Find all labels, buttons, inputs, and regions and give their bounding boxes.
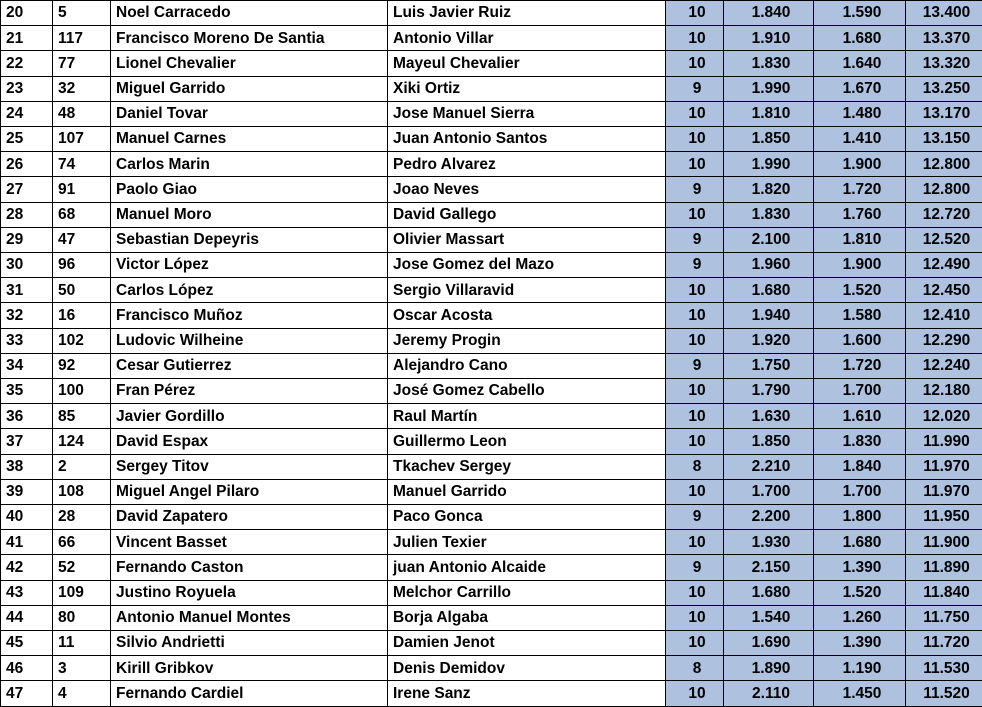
- cell-position: 21: [1, 26, 53, 51]
- cell-laps: 9: [666, 76, 724, 101]
- cell-total: 11.990: [906, 429, 982, 454]
- cell-position: 28: [1, 202, 53, 227]
- cell-laps: 9: [666, 353, 724, 378]
- cell-time2: 1.640: [814, 51, 906, 76]
- cell-time2: 1.800: [814, 505, 906, 530]
- cell-total: 12.450: [906, 278, 982, 303]
- cell-time1: 1.920: [724, 328, 814, 353]
- cell-position: 30: [1, 253, 53, 278]
- cell-time2: 1.720: [814, 353, 906, 378]
- cell-time1: 1.960: [724, 253, 814, 278]
- cell-laps: 10: [666, 1, 724, 26]
- cell-pilot: Fernando Caston: [111, 555, 388, 580]
- cell-position: 29: [1, 227, 53, 252]
- cell-pilot: Carlos López: [111, 278, 388, 303]
- cell-time1: 1.820: [724, 177, 814, 202]
- cell-navigator: Xiki Ortiz: [388, 76, 666, 101]
- cell-pilot: Fernando Cardiel: [111, 681, 388, 707]
- cell-time1: 1.850: [724, 429, 814, 454]
- cell-position: 24: [1, 101, 53, 126]
- cell-navigator: Jose Manuel Sierra: [388, 101, 666, 126]
- cell-number: 16: [53, 303, 111, 328]
- cell-total: 12.800: [906, 152, 982, 177]
- cell-navigator: Julien Texier: [388, 530, 666, 555]
- cell-time1: 1.680: [724, 580, 814, 605]
- cell-total: 13.250: [906, 76, 982, 101]
- cell-pilot: David Espax: [111, 429, 388, 454]
- cell-number: 85: [53, 404, 111, 429]
- table-row: [1, 580, 982, 605]
- cell-total: 13.170: [906, 101, 982, 126]
- cell-total: 11.950: [906, 505, 982, 530]
- cell-navigator: Alejandro Cano: [388, 353, 666, 378]
- cell-position: 36: [1, 404, 53, 429]
- cell-navigator: Sergio Villaravid: [388, 278, 666, 303]
- cell-time2: 1.580: [814, 303, 906, 328]
- table-row: [1, 26, 982, 51]
- cell-time2: 1.520: [814, 278, 906, 303]
- cell-number: 77: [53, 51, 111, 76]
- cell-number: 50: [53, 278, 111, 303]
- cell-pilot: Miguel Garrido: [111, 76, 388, 101]
- cell-number: 109: [53, 580, 111, 605]
- cell-total: 12.720: [906, 202, 982, 227]
- cell-number: 68: [53, 202, 111, 227]
- cell-position: 47: [1, 681, 53, 707]
- cell-navigator: Pedro Alvarez: [388, 152, 666, 177]
- cell-time2: 1.410: [814, 127, 906, 152]
- cell-time1: 1.940: [724, 303, 814, 328]
- cell-laps: 10: [666, 202, 724, 227]
- cell-time2: 1.450: [814, 681, 906, 707]
- cell-time2: 1.810: [814, 227, 906, 252]
- cell-time1: 1.990: [724, 152, 814, 177]
- cell-laps: 10: [666, 26, 724, 51]
- cell-laps: 10: [666, 379, 724, 404]
- cell-navigator: Jeremy Progin: [388, 328, 666, 353]
- table-row: [1, 152, 982, 177]
- cell-number: 74: [53, 152, 111, 177]
- cell-navigator: Raul Martín: [388, 404, 666, 429]
- cell-time2: 1.610: [814, 404, 906, 429]
- cell-laps: 10: [666, 681, 724, 707]
- cell-total: 11.890: [906, 555, 982, 580]
- cell-navigator: Olivier Massart: [388, 227, 666, 252]
- cell-time1: 1.810: [724, 101, 814, 126]
- cell-time1: 1.840: [724, 1, 814, 26]
- cell-pilot: Sebastian Depeyris: [111, 227, 388, 252]
- cell-number: 5: [53, 1, 111, 26]
- cell-navigator: juan Antonio Alcaide: [388, 555, 666, 580]
- cell-position: 33: [1, 328, 53, 353]
- cell-position: 45: [1, 631, 53, 656]
- cell-time2: 1.840: [814, 454, 906, 479]
- cell-position: 32: [1, 303, 53, 328]
- table-row: [1, 51, 982, 76]
- cell-total: 13.320: [906, 51, 982, 76]
- cell-navigator: Melchor Carrillo: [388, 580, 666, 605]
- cell-pilot: Noel Carracedo: [111, 1, 388, 26]
- cell-total: 12.180: [906, 379, 982, 404]
- cell-time1: 1.540: [724, 605, 814, 630]
- cell-time2: 1.720: [814, 177, 906, 202]
- cell-total: 11.840: [906, 580, 982, 605]
- cell-laps: 9: [666, 227, 724, 252]
- cell-time2: 1.260: [814, 605, 906, 630]
- cell-time2: 1.670: [814, 76, 906, 101]
- table-row: [1, 454, 982, 479]
- cell-total: 12.020: [906, 404, 982, 429]
- cell-time1: 1.830: [724, 51, 814, 76]
- cell-pilot: Sergey Titov: [111, 454, 388, 479]
- cell-number: 108: [53, 479, 111, 504]
- cell-pilot: Lionel Chevalier: [111, 51, 388, 76]
- cell-time1: 2.210: [724, 454, 814, 479]
- cell-position: 25: [1, 127, 53, 152]
- cell-laps: 10: [666, 404, 724, 429]
- cell-position: 26: [1, 152, 53, 177]
- cell-laps: 8: [666, 656, 724, 681]
- cell-time2: 1.390: [814, 555, 906, 580]
- cell-laps: 10: [666, 631, 724, 656]
- cell-laps: 10: [666, 101, 724, 126]
- cell-time1: 1.850: [724, 127, 814, 152]
- cell-number: 96: [53, 253, 111, 278]
- cell-pilot: Fran Pérez: [111, 379, 388, 404]
- cell-position: 22: [1, 51, 53, 76]
- cell-total: 13.150: [906, 127, 982, 152]
- table-row: [1, 404, 982, 429]
- cell-number: 124: [53, 429, 111, 454]
- cell-position: 40: [1, 505, 53, 530]
- cell-pilot: Victor López: [111, 253, 388, 278]
- cell-laps: 10: [666, 530, 724, 555]
- cell-navigator: Borja Algaba: [388, 605, 666, 630]
- cell-total: 12.410: [906, 303, 982, 328]
- cell-pilot: Manuel Carnes: [111, 127, 388, 152]
- cell-total: 11.750: [906, 605, 982, 630]
- cell-laps: 8: [666, 454, 724, 479]
- cell-navigator: Paco Gonca: [388, 505, 666, 530]
- cell-time1: 1.790: [724, 379, 814, 404]
- results-table-body: [1, 1, 982, 707]
- cell-number: 2: [53, 454, 111, 479]
- cell-laps: 10: [666, 51, 724, 76]
- cell-pilot: Daniel Tovar: [111, 101, 388, 126]
- table-row: [1, 177, 982, 202]
- cell-time1: 1.690: [724, 631, 814, 656]
- cell-pilot: Justino Royuela: [111, 580, 388, 605]
- cell-number: 117: [53, 26, 111, 51]
- cell-laps: 10: [666, 429, 724, 454]
- cell-pilot: Francisco Moreno De Santia: [111, 26, 388, 51]
- table-row: [1, 1, 982, 26]
- cell-navigator: Antonio Villar: [388, 26, 666, 51]
- cell-time1: 2.200: [724, 505, 814, 530]
- table-row: [1, 379, 982, 404]
- cell-number: 107: [53, 127, 111, 152]
- table-row: [1, 631, 982, 656]
- cell-time2: 1.700: [814, 479, 906, 504]
- cell-time1: 1.700: [724, 479, 814, 504]
- cell-number: 4: [53, 681, 111, 707]
- table-row: [1, 505, 982, 530]
- cell-position: 39: [1, 479, 53, 504]
- cell-laps: 9: [666, 177, 724, 202]
- cell-pilot: David Zapatero: [111, 505, 388, 530]
- cell-time2: 1.900: [814, 152, 906, 177]
- cell-time2: 1.680: [814, 530, 906, 555]
- cell-pilot: Javier Gordillo: [111, 404, 388, 429]
- cell-pilot: Cesar Gutierrez: [111, 353, 388, 378]
- cell-time1: 1.680: [724, 278, 814, 303]
- cell-number: 91: [53, 177, 111, 202]
- table-row: [1, 555, 982, 580]
- table-row: [1, 353, 982, 378]
- table-row: [1, 202, 982, 227]
- cell-time1: 2.100: [724, 227, 814, 252]
- cell-navigator: David Gallego: [388, 202, 666, 227]
- cell-total: 11.530: [906, 656, 982, 681]
- cell-time1: 1.910: [724, 26, 814, 51]
- cell-pilot: Carlos Marin: [111, 152, 388, 177]
- cell-time2: 1.600: [814, 328, 906, 353]
- table-row: [1, 530, 982, 555]
- cell-pilot: Silvio Andrietti: [111, 631, 388, 656]
- cell-pilot: Kirill Gribkov: [111, 656, 388, 681]
- cell-laps: 10: [666, 328, 724, 353]
- cell-laps: 9: [666, 555, 724, 580]
- cell-position: 46: [1, 656, 53, 681]
- table-row: [1, 76, 982, 101]
- cell-navigator: Guillermo Leon: [388, 429, 666, 454]
- cell-time1: 1.990: [724, 76, 814, 101]
- cell-position: 44: [1, 605, 53, 630]
- cell-laps: 10: [666, 152, 724, 177]
- cell-position: 31: [1, 278, 53, 303]
- cell-number: 52: [53, 555, 111, 580]
- cell-time1: 2.150: [724, 555, 814, 580]
- cell-time1: 1.930: [724, 530, 814, 555]
- cell-time1: 1.830: [724, 202, 814, 227]
- cell-total: 12.490: [906, 253, 982, 278]
- cell-navigator: Tkachev Sergey: [388, 454, 666, 479]
- cell-time2: 1.480: [814, 101, 906, 126]
- cell-position: 20: [1, 1, 53, 26]
- cell-total: 12.240: [906, 353, 982, 378]
- cell-pilot: Paolo Giao: [111, 177, 388, 202]
- cell-number: 47: [53, 227, 111, 252]
- table-row: [1, 253, 982, 278]
- cell-total: 12.290: [906, 328, 982, 353]
- cell-navigator: Luis Javier Ruiz: [388, 1, 666, 26]
- cell-total: 13.400: [906, 1, 982, 26]
- cell-position: 37: [1, 429, 53, 454]
- cell-time2: 1.520: [814, 580, 906, 605]
- cell-time2: 1.760: [814, 202, 906, 227]
- cell-pilot: Manuel Moro: [111, 202, 388, 227]
- cell-pilot: Miguel Angel Pilaro: [111, 479, 388, 504]
- cell-position: 43: [1, 580, 53, 605]
- cell-time1: 1.630: [724, 404, 814, 429]
- cell-navigator: Irene Sanz: [388, 681, 666, 707]
- cell-time1: 1.890: [724, 656, 814, 681]
- cell-navigator: Jose Gomez del Mazo: [388, 253, 666, 278]
- cell-navigator: Denis Demidov: [388, 656, 666, 681]
- cell-position: 35: [1, 379, 53, 404]
- table-row: [1, 278, 982, 303]
- table-row: [1, 227, 982, 252]
- table-row: [1, 479, 982, 504]
- cell-laps: 10: [666, 605, 724, 630]
- cell-pilot: Antonio Manuel Montes: [111, 605, 388, 630]
- cell-navigator: Oscar Acosta: [388, 303, 666, 328]
- table-row: [1, 605, 982, 630]
- cell-number: 80: [53, 605, 111, 630]
- table-row: [1, 127, 982, 152]
- cell-total: 11.900: [906, 530, 982, 555]
- cell-laps: 10: [666, 479, 724, 504]
- cell-time2: 1.590: [814, 1, 906, 26]
- cell-laps: 10: [666, 303, 724, 328]
- cell-total: 11.970: [906, 479, 982, 504]
- cell-laps: 10: [666, 580, 724, 605]
- cell-position: 38: [1, 454, 53, 479]
- cell-pilot: Vincent Basset: [111, 530, 388, 555]
- cell-navigator: Damien Jenot: [388, 631, 666, 656]
- cell-pilot: Ludovic Wilheine: [111, 328, 388, 353]
- cell-position: 34: [1, 353, 53, 378]
- cell-total: 12.520: [906, 227, 982, 252]
- cell-navigator: Juan Antonio Santos: [388, 127, 666, 152]
- table-row: [1, 328, 982, 353]
- cell-number: 32: [53, 76, 111, 101]
- cell-number: 92: [53, 353, 111, 378]
- cell-number: 11: [53, 631, 111, 656]
- cell-navigator: Manuel Garrido: [388, 479, 666, 504]
- cell-total: 12.800: [906, 177, 982, 202]
- cell-navigator: José Gomez Cabello: [388, 379, 666, 404]
- cell-time1: 1.750: [724, 353, 814, 378]
- cell-laps: 9: [666, 505, 724, 530]
- table-row: [1, 429, 982, 454]
- cell-total: 11.720: [906, 631, 982, 656]
- cell-position: 23: [1, 76, 53, 101]
- cell-navigator: Mayeul Chevalier: [388, 51, 666, 76]
- cell-laps: 9: [666, 253, 724, 278]
- cell-time2: 1.830: [814, 429, 906, 454]
- cell-position: 42: [1, 555, 53, 580]
- cell-navigator: Joao Neves: [388, 177, 666, 202]
- cell-number: 102: [53, 328, 111, 353]
- cell-laps: 10: [666, 278, 724, 303]
- table-row: [1, 101, 982, 126]
- cell-time2: 1.390: [814, 631, 906, 656]
- cell-total: 11.970: [906, 454, 982, 479]
- cell-total: 11.520: [906, 681, 982, 707]
- cell-position: 27: [1, 177, 53, 202]
- cell-number: 48: [53, 101, 111, 126]
- table-row: [1, 656, 982, 681]
- cell-time2: 1.900: [814, 253, 906, 278]
- cell-time2: 1.190: [814, 656, 906, 681]
- cell-number: 3: [53, 656, 111, 681]
- cell-number: 28: [53, 505, 111, 530]
- cell-pilot: Francisco Muñoz: [111, 303, 388, 328]
- table-row: [1, 303, 982, 328]
- cell-time2: 1.700: [814, 379, 906, 404]
- cell-total: 13.370: [906, 26, 982, 51]
- table-row: [1, 681, 982, 707]
- cell-laps: 10: [666, 127, 724, 152]
- cell-number: 100: [53, 379, 111, 404]
- cell-position: 41: [1, 530, 53, 555]
- cell-number: 66: [53, 530, 111, 555]
- cell-time1: 2.110: [724, 681, 814, 707]
- cell-time2: 1.680: [814, 26, 906, 51]
